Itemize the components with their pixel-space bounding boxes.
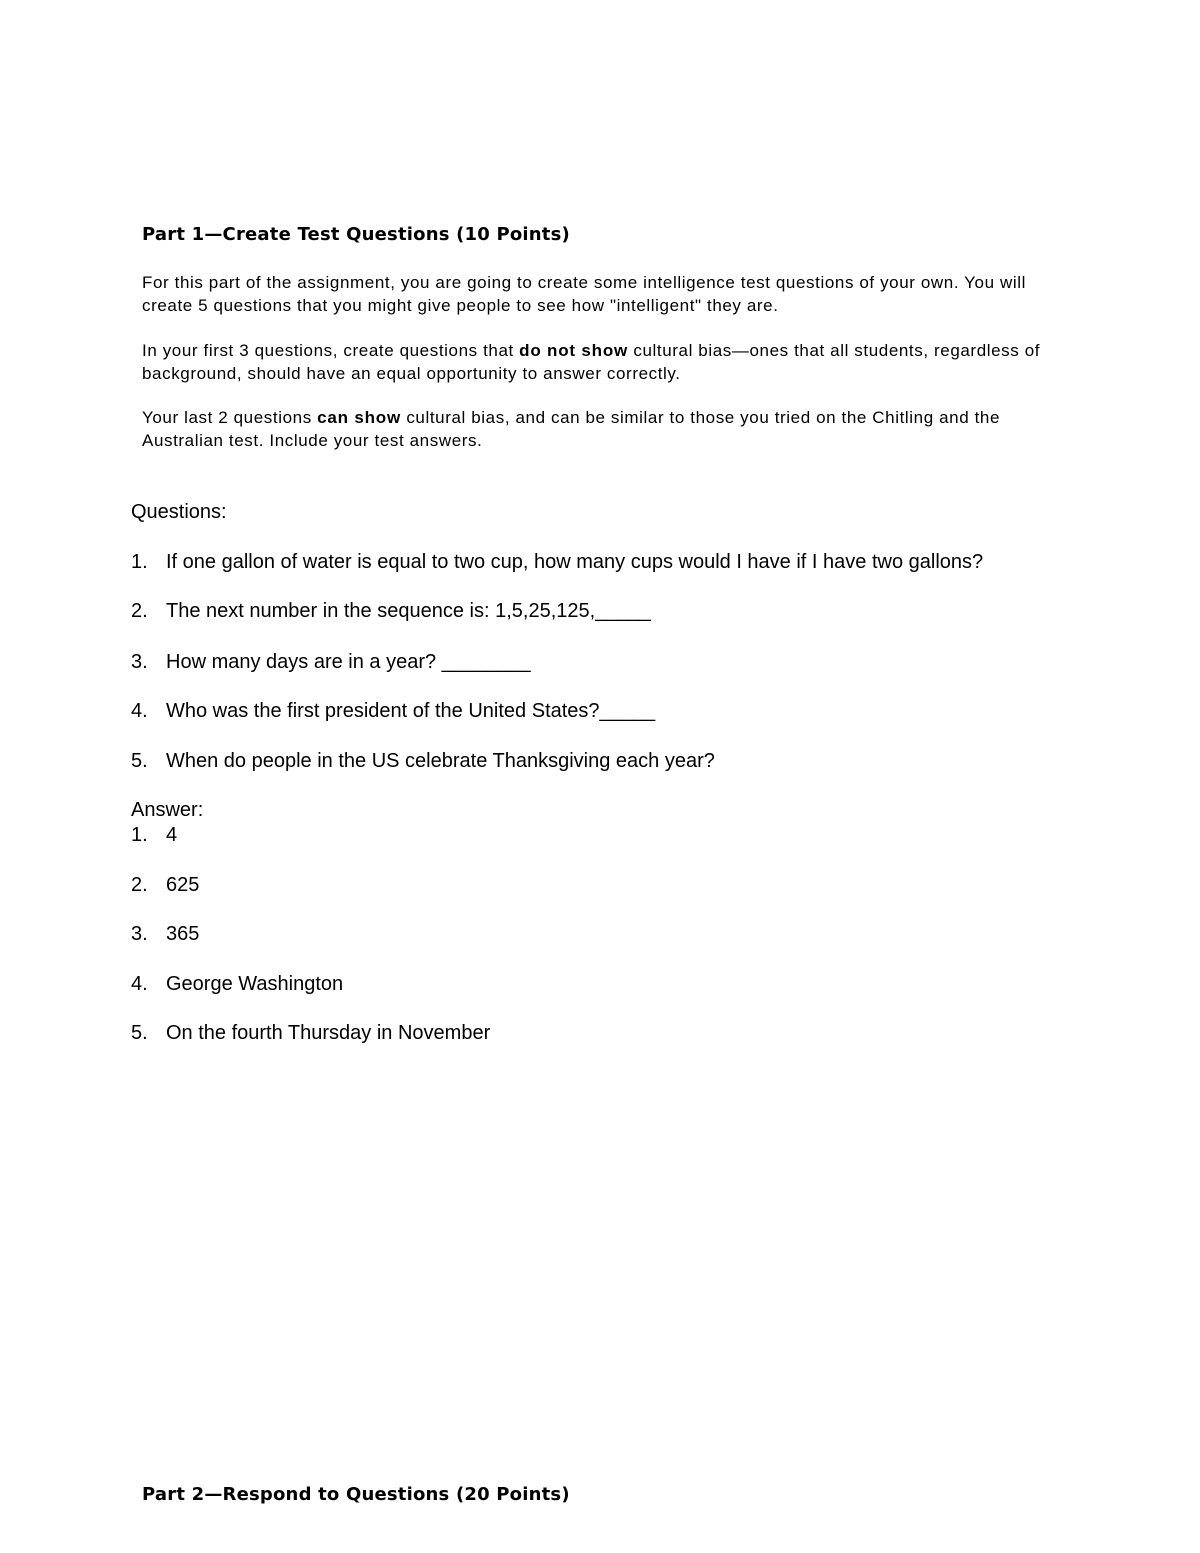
- intro-paragraph-3-emphasis: can show: [317, 408, 401, 427]
- intro-paragraph-2-tail: cultural bias—ones that all students, regardless of background, should have an equal opportunity to answer correctly.: [142, 341, 1041, 383]
- question-number: 3.: [131, 651, 148, 673]
- intro-paragraph-2: [142, 339, 1072, 385]
- question-number: 4.: [131, 700, 148, 722]
- answer-number: 4.: [131, 973, 148, 995]
- intro-paragraph-3-lead: Your last 2 questions: [142, 408, 318, 427]
- answer-item: [131, 922, 199, 946]
- answer-item: [131, 873, 199, 897]
- answer-text: 625: [166, 874, 200, 896]
- answer-number: 1.: [131, 824, 148, 846]
- question-text: How many days are in a year? ________: [166, 651, 531, 673]
- answer-number: 2.: [131, 874, 148, 896]
- intro-paragraph-1: For this part of the assignment, you are going to create some intelligence test questions of your own. You will create 5 questions that you might give people to see how "intelligent" they are.: [142, 273, 1027, 315]
- answer-text: George Washington: [166, 973, 344, 995]
- question-text: The next number in the sequence is: 1,5,25,125,_____: [166, 600, 651, 622]
- question-item: [131, 550, 983, 574]
- answer-item: [131, 823, 177, 847]
- questions-label: Questions:: [131, 501, 227, 523]
- intro-paragraph-2-emphasis: do not show: [519, 341, 629, 360]
- answer-text: On the fourth Thursday in November: [166, 1022, 491, 1044]
- question-item: [131, 699, 655, 723]
- intro-paragraph-3-tail: cultural bias, and can be similar to those you tried on the Chitling and the Australian test. Include your test answers.: [142, 408, 1001, 450]
- answer-text: 365: [166, 923, 200, 945]
- answer-item: [131, 1021, 490, 1045]
- answer-item: [131, 972, 343, 996]
- answer-text: 4: [166, 824, 178, 846]
- question-number: 2.: [131, 600, 148, 622]
- question-number: 5.: [131, 750, 148, 772]
- intro-paragraph-2-lead: In your first 3 questions, create questions that: [142, 341, 520, 360]
- answer-number: 3.: [131, 923, 148, 945]
- question-text: Who was the first president of the United States?_____: [166, 700, 656, 722]
- question-text: If one gallon of water is equal to two cup, how many cups would I have if I have two gallons?: [166, 551, 984, 573]
- answer-number: 5.: [131, 1022, 148, 1044]
- question-number: 1.: [131, 551, 148, 573]
- part1-heading: Part 1—Create Test Questions (10 Points): [142, 224, 570, 245]
- question-item: [131, 650, 531, 674]
- intro-paragraph-3: [142, 406, 1072, 452]
- answer-label: Answer:: [131, 799, 204, 821]
- question-item: [131, 599, 651, 623]
- part2-heading: Part 2—Respond to Questions (20 Points): [142, 1484, 570, 1505]
- question-item: [131, 749, 715, 773]
- question-text: When do people in the US celebrate Thanksgiving each year?: [166, 750, 715, 772]
